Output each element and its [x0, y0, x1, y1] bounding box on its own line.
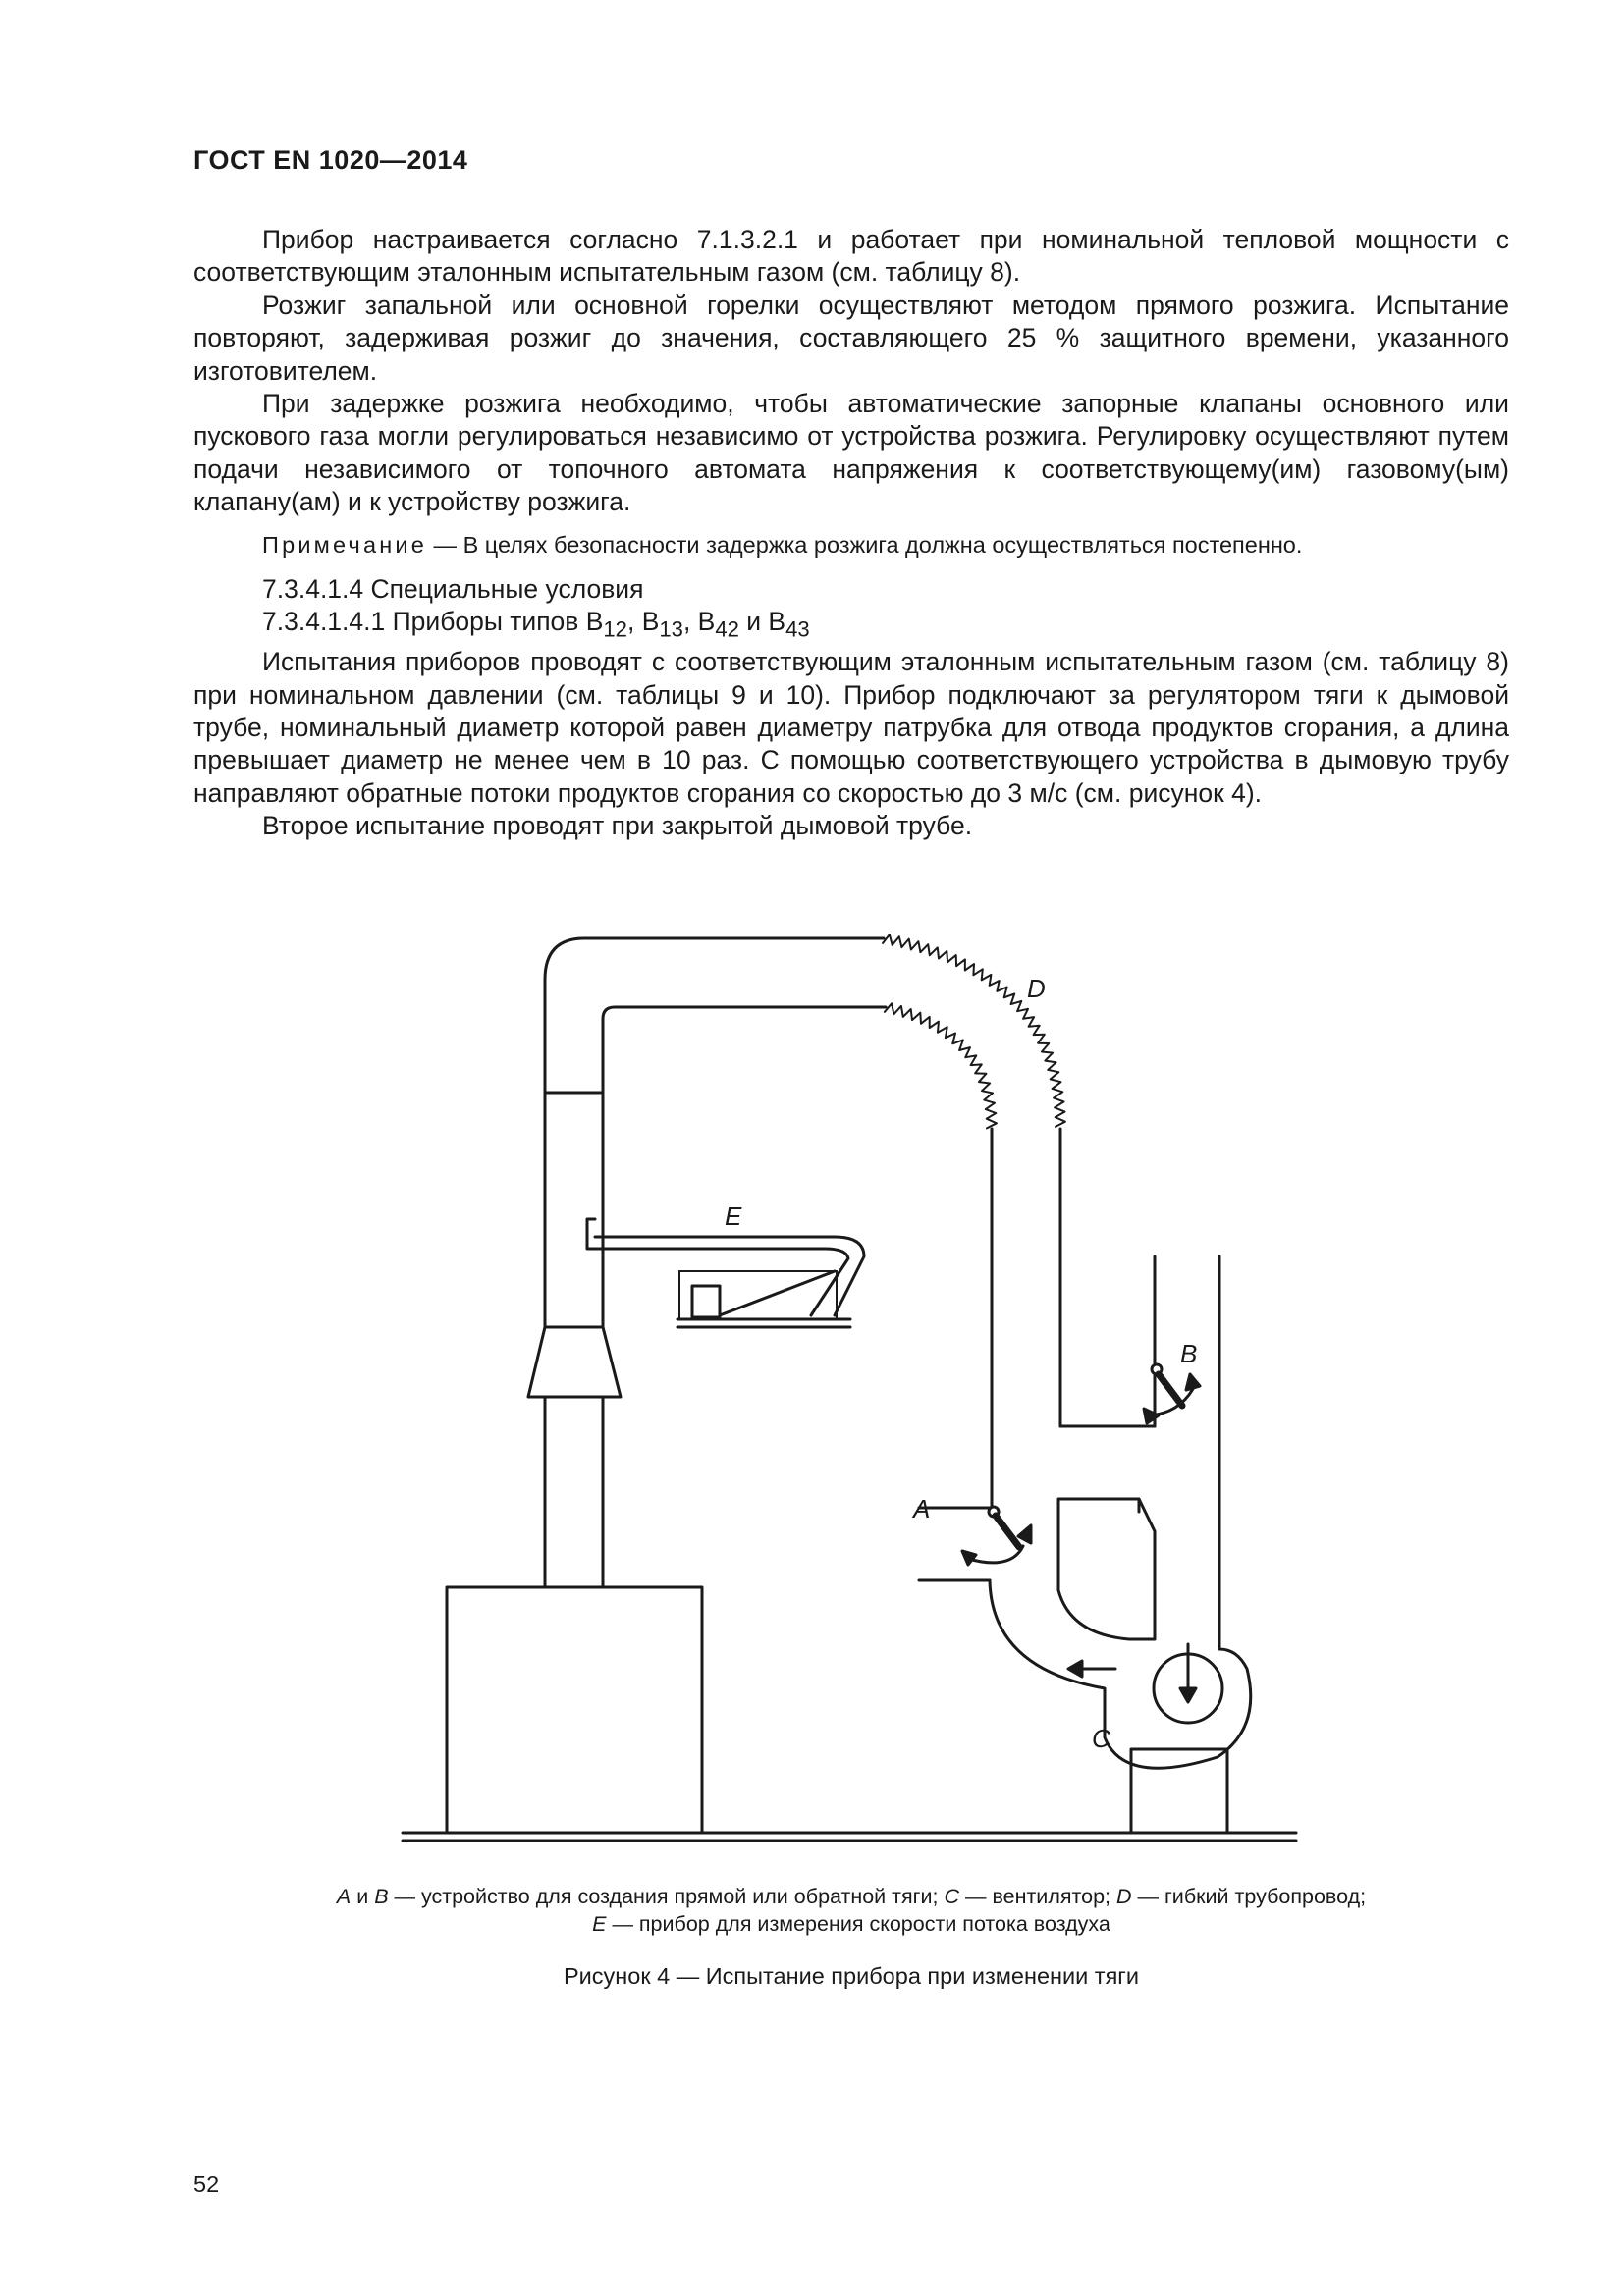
- heading-prefix: 7.3.4.1.4.1 Приборы типов B: [262, 607, 604, 637]
- figure-legend: [193, 1883, 1509, 1938]
- note-text: — В целях безопасности задержка розжига должна осуществляться постепенно.: [427, 531, 1303, 558]
- subscript-13: 13: [659, 616, 683, 642]
- subscript-43: 43: [785, 616, 810, 642]
- paragraph-ignition: Розжиг запальной или основной горелки осуществляют методом прямого розжига. Испытание повторяют, задерживая розжиг до значения, составляющего 25 % защитного времени, указанного изготовителем.: [193, 290, 1509, 386]
- manometer-tube: [720, 1271, 835, 1315]
- flow-arrow-head: [1068, 1661, 1082, 1677]
- body-text: [193, 224, 1509, 843]
- legend-line-1: [193, 1883, 1509, 1910]
- draught-diverter: [528, 1327, 621, 1397]
- heading-sep-1: , B: [626, 607, 660, 637]
- legend-e: E: [592, 1912, 607, 1936]
- legend-e-text: — прибор для измерения скорости потока воздуха: [606, 1912, 1110, 1936]
- pipe-top-inner: [603, 1007, 886, 1019]
- probe-tip: [587, 1219, 595, 1249]
- label-e: E: [725, 1201, 742, 1231]
- section-heading-7-3-4-1-4: 7.3.4.1.4 Специальные условия: [262, 574, 644, 605]
- page-number: 52: [193, 2171, 220, 2197]
- legend-c-text: — вентилятор;: [959, 1885, 1116, 1908]
- label-a: A: [913, 1494, 931, 1523]
- corrugation-zigzag: [885, 1003, 997, 1128]
- fan-stand: [1131, 1749, 1227, 1833]
- section-heading-7-3-4-1-4-1: [193, 606, 1509, 646]
- damper-a-arrow-right: [1018, 1525, 1031, 1543]
- flexible-duct-corrugation: [883, 934, 1065, 1128]
- paragraph-tests: Испытания приборов проводят с соответствующим эталонным испытательным газом (см. таблицу 8) при номинальном давлении (см. таблицы 9 и 10). Прибор подключают за регулятором тяги к дымовой трубе, номинальный диаметр которой равен диаметру патрубка для отвода продуктов сгорания, а длина превышает диаметр не менее чем в 10 раз. С помощью соответствующего устройства в дымовую трубу направляют обратные потоки продуктов сгорания со скоростью до 3 м/с (см. рисунок 4).: [193, 647, 1509, 808]
- draft-test-diagram: [383, 903, 1326, 1845]
- legend-c: C: [944, 1885, 959, 1908]
- figure-caption: Рисунок 4 — Испытание прибора при изменении тяги: [563, 1963, 1139, 1989]
- fan-housing-outer: [990, 1580, 1251, 1768]
- label-b: B: [1180, 1339, 1198, 1368]
- legend-and: и: [351, 1885, 375, 1908]
- legend-d: D: [1115, 1885, 1132, 1908]
- legend-ab-text: — устройство для создания прямой или обратной тяги;: [388, 1885, 945, 1908]
- legend-a: A: [336, 1885, 352, 1908]
- fan-down-arrow-head: [1180, 1688, 1196, 1702]
- subscript-42: 42: [715, 616, 739, 642]
- fan-inlet-duct: [1058, 1499, 1155, 1639]
- corrugation-zigzag: [883, 934, 1065, 1127]
- note-label: Примечание: [262, 531, 428, 558]
- damper-b-arrow-left: [1144, 1409, 1159, 1423]
- heading-sep-3: и B: [738, 607, 786, 637]
- label-d: D: [1027, 974, 1046, 1003]
- damper-a-arrow-left: [962, 1551, 976, 1565]
- legend-b: B: [374, 1885, 389, 1908]
- appliance-box: [447, 1587, 702, 1833]
- manometer-vessel: [692, 1286, 720, 1317]
- pipe-top-outer: [545, 938, 884, 980]
- subscript-12: 12: [603, 616, 627, 642]
- legend-d-text: — гибкий трубопровод;: [1131, 1885, 1367, 1908]
- heading-sep-2: , B: [682, 607, 716, 637]
- document-header: ГОСТ EN 1020—2014: [193, 145, 468, 175]
- paragraph-setup: Прибор настраивается согласно 7.1.3.2.1 и работает при номинальной тепловой мощности с соответствующим эталонным испытательным газом (см. таблицу 8).: [193, 225, 1509, 288]
- note: [193, 529, 1509, 561]
- figure-4: [383, 903, 1326, 1845]
- probe-bend-outer: [835, 1237, 864, 1315]
- label-c: C: [1092, 1724, 1110, 1753]
- damper-b-arrow-right: [1186, 1374, 1200, 1390]
- damper-a-plate: [996, 1516, 1019, 1547]
- paragraph-second-test: Второе испытание проводят при закрытой дымовой трубе.: [262, 811, 973, 841]
- legend-line-2: [193, 1910, 1509, 1938]
- damper-b-plate: [1159, 1374, 1182, 1406]
- paragraph-ignition-delay: При задержке розжига необходимо, чтобы автоматические запорные клапаны основного или пускового газа могли регулироваться независимо от устройства розжига. Регулировку осуществляют путем подачи независимого от топочного автомата напряжения к соответствующему(им) газовому(ым) клапану(ам) и к устройству розжига.: [193, 389, 1509, 517]
- probe-bend-inner: [811, 1249, 848, 1315]
